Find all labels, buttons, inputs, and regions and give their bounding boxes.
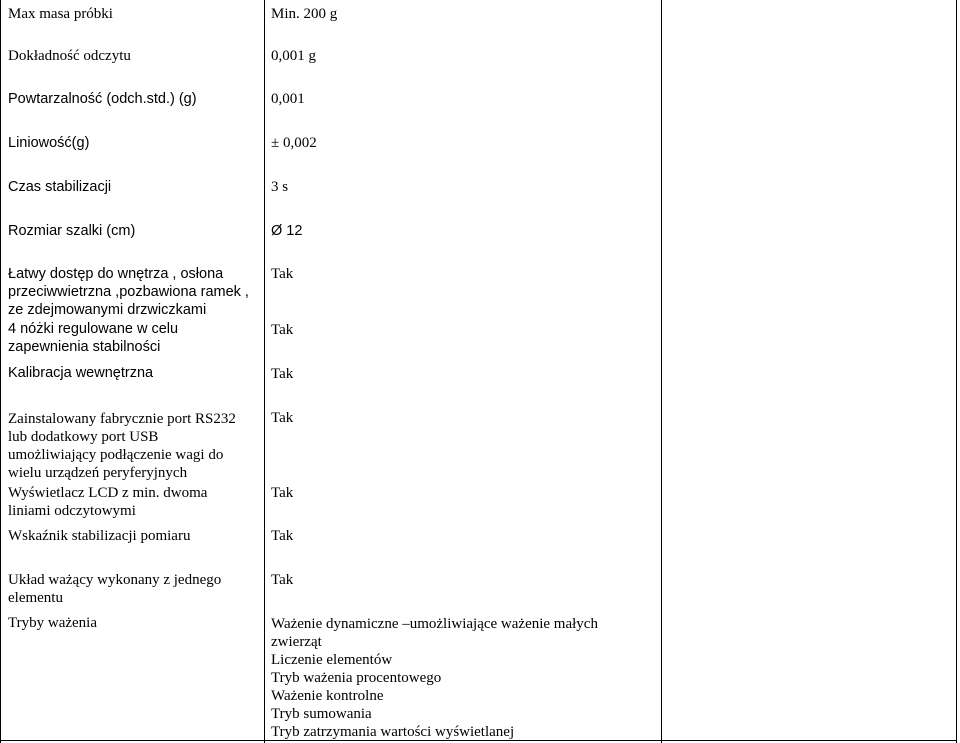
spec-label-max-mass: Max masa próbki (8, 6, 113, 22)
weighing-mode-item: Tryb ważenia procentowego (271, 670, 442, 686)
spec-value-calibration: Tak (271, 366, 294, 382)
spec-label-chamber-access-line-3: ze zdejmowanymi drzwiczkami (8, 302, 207, 318)
spec-value-feet: Tak (271, 322, 294, 338)
spec-label-chamber-access (8, 265, 249, 319)
spec-label-lcd (8, 484, 207, 520)
spec-label-lcd-line-2: liniami odczytowymi (8, 503, 136, 519)
spec-label-port (8, 410, 236, 482)
table-border-right (956, 0, 957, 743)
spec-label-weighing-system (8, 571, 221, 607)
spec-label-weighing-system-line-2: elementu (8, 590, 63, 606)
spec-label-port-line-1: Zainstalowany fabrycznie port RS232 (8, 411, 236, 427)
spec-label-lcd-line-1: Wyświetlacz LCD z min. dwoma (8, 485, 208, 501)
spec-value-pan-size: Ø 12 (271, 223, 303, 239)
spec-value-accuracy: 0,001 g (271, 48, 316, 64)
spec-value-chamber-access: Tak (271, 266, 294, 282)
spec-label-calibration: Kalibracja wewnętrzna (8, 365, 154, 381)
spec-label-feet-line-2: zapewnienia stabilności (8, 339, 161, 355)
table-border-left (0, 0, 1, 743)
spec-value-port: Tak (271, 410, 294, 426)
weighing-mode-item: Ważenie kontrolne (271, 688, 384, 704)
weighing-mode-item: Tryb zatrzymania wartości wyświetlanej (271, 724, 515, 740)
spec-label-weighing-system-line-1: Układ ważący wykonany z jednego (8, 572, 222, 588)
spec-value-weighing-modes (271, 615, 598, 741)
spec-label-linearity: Liniowość(g) (8, 135, 90, 151)
weighing-mode-item: Tryb sumowania (271, 706, 372, 722)
spec-label-accuracy: Dokładność odczytu (8, 48, 131, 64)
spec-label-feet-line-1: 4 nóżki regulowane w celu (8, 321, 179, 337)
spec-value-stabilization: 3 s (271, 179, 289, 195)
column-divider-1 (264, 0, 265, 743)
spec-label-port-line-3: umożliwiający podłączenie wagi do (8, 447, 224, 463)
spec-value-linearity: ± 0,002 (271, 135, 317, 151)
spec-value-repeatability: 0,001 (271, 91, 305, 107)
spec-value-max-mass: Min. 200 g (271, 6, 338, 22)
weighing-mode-item: Liczenie elementów (271, 652, 393, 668)
spec-label-repeatability: Powtarzalność (odch.std.) (g) (8, 91, 197, 107)
spec-value-lcd: Tak (271, 485, 294, 501)
spec-label-stabilization: Czas stabilizacji (8, 179, 112, 195)
spec-label-weighing-modes: Tryby ważenia (8, 615, 98, 631)
weighing-mode-item: zwierząt (271, 634, 322, 650)
spec-label-chamber-access-line-1: Łatwy dostęp do wnętrza , osłona (8, 266, 224, 282)
weighing-mode-item: Ważenie dynamiczne –umożliwiające ważenie małych (271, 616, 598, 632)
spec-label-pan-size: Rozmiar szalki (cm) (8, 223, 136, 239)
column-divider-2 (661, 0, 662, 743)
spec-label-chamber-access-line-2: przeciwwietrzna ,pozbawiona ramek , (8, 284, 249, 300)
spec-label-stability-indicator: Wskaźnik stabilizacji pomiaru (8, 528, 191, 544)
spec-value-stability-indicator: Tak (271, 528, 294, 544)
spec-label-port-line-4: wielu urządzeń peryferyjnych (8, 465, 188, 481)
spec-value-weighing-system: Tak (271, 572, 294, 588)
spec-label-port-line-2: lub dodatkowy port USB (8, 429, 159, 445)
spec-label-feet (8, 320, 178, 356)
